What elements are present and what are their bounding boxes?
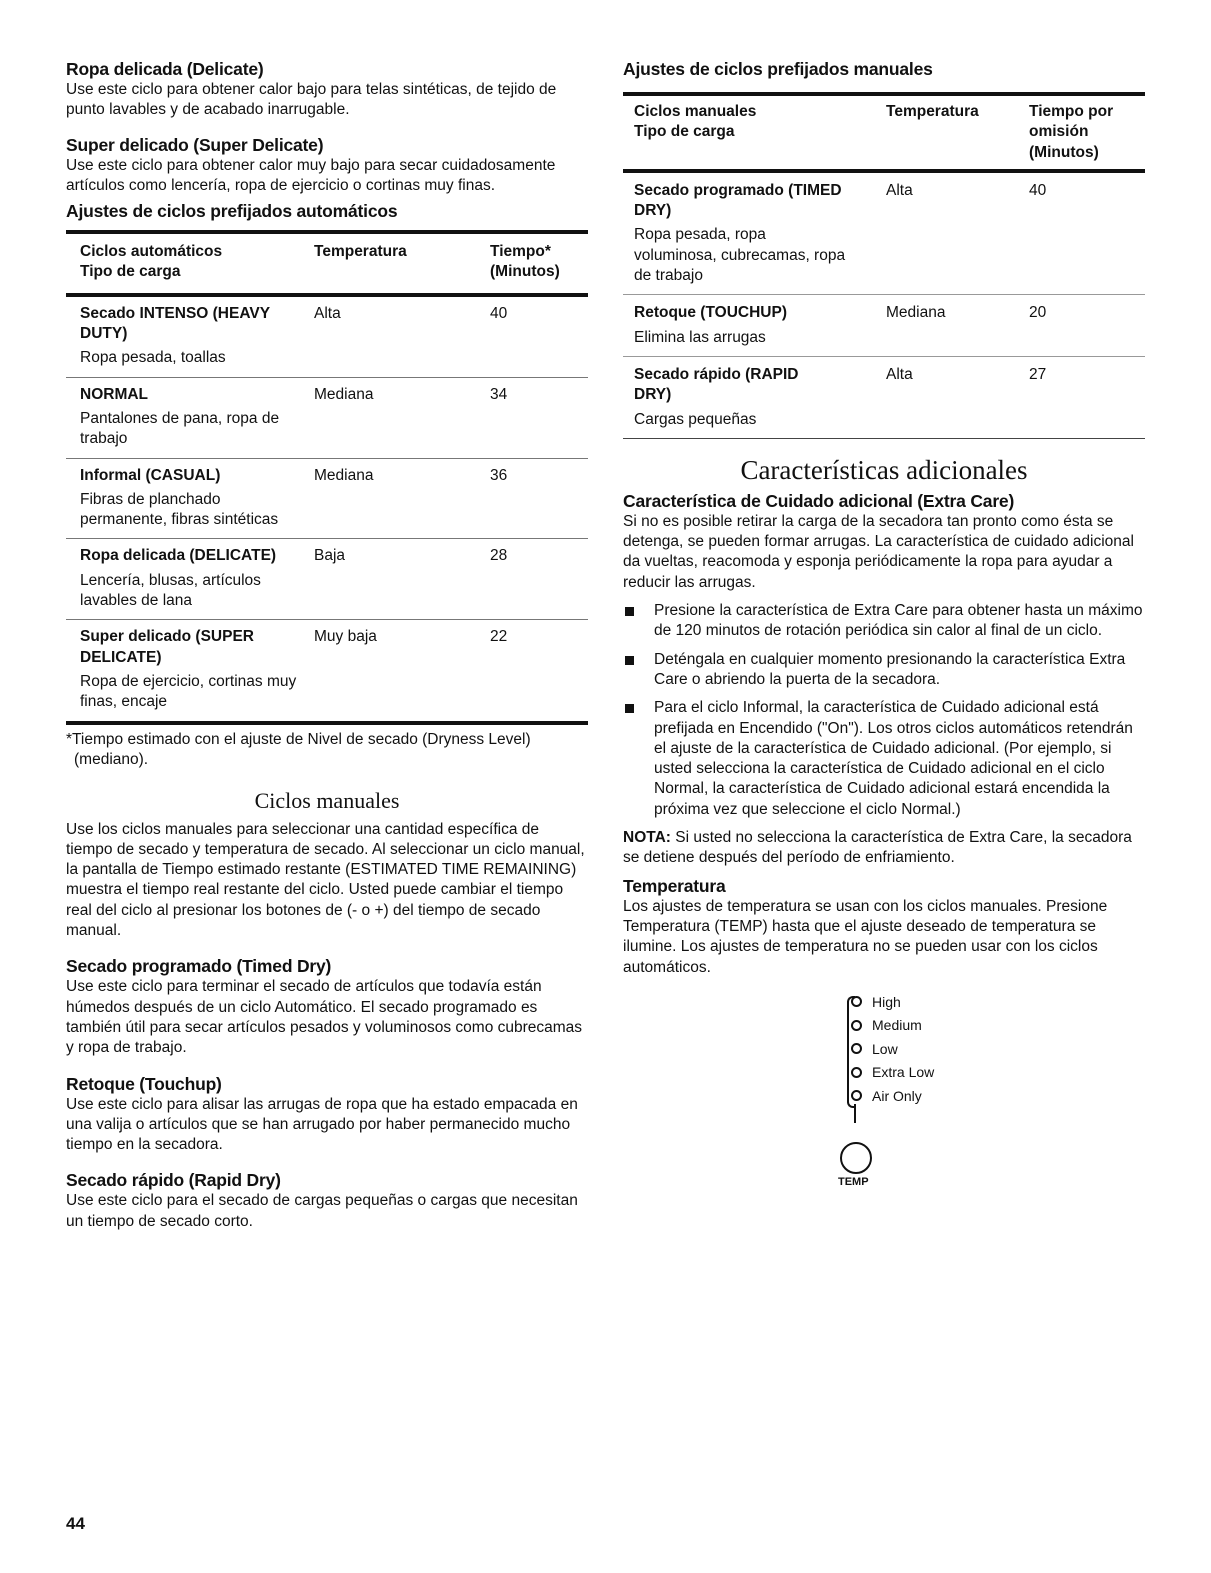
cycle-name: Secado programado (TIMED DRY) bbox=[634, 181, 842, 220]
cycle-time: 40 bbox=[1029, 181, 1047, 199]
cycle-time: 36 bbox=[490, 466, 508, 484]
table-row bbox=[623, 356, 1145, 438]
cycle-load: Elimina las arrugas bbox=[634, 328, 766, 346]
cycle-temp: Alta bbox=[314, 304, 341, 322]
indicator-light-icon bbox=[851, 1090, 862, 1101]
cycle-time: 40 bbox=[490, 304, 508, 322]
temp-option-extra-low: Extra Low bbox=[851, 1060, 934, 1084]
indicator-light-icon bbox=[851, 996, 862, 1007]
delicate-heading: Ropa delicada (Delicate) bbox=[66, 59, 264, 79]
right-column bbox=[623, 58, 1145, 1220]
manual-cycles-title: Ciclos manuales bbox=[254, 787, 400, 813]
timed-dry-text: Use este ciclo para terminar el secado de artículos que todavía están húmedos después de un ciclo Automático. El secado programado es también útil para secar artículos pesados y voluminosos como cubrecamas y ropa de trabajo. bbox=[66, 978, 583, 1057]
square-bullet-icon bbox=[625, 607, 634, 616]
cycle-time: 20 bbox=[1029, 304, 1047, 322]
cycle-load: Cargas pequeñas bbox=[634, 410, 757, 428]
extra-care-heading: Característica de Cuidado adicional (Extra Care) bbox=[623, 490, 1015, 511]
super-delicate-text: Use este ciclo para obtener calor muy bajo para secar cuidadosamente artículos como lencería, ropa de ejercicio o cortinas muy finas. bbox=[66, 156, 556, 194]
cycle-temp: Mediana bbox=[314, 385, 374, 403]
temp-option-medium: Medium bbox=[851, 1013, 934, 1037]
temp-button-label: TEMP bbox=[838, 1175, 869, 1188]
temperature-text: Los ajustes de temperatura se usan con los ciclos manuales. Presione Temperatura (TEMP) hasta que el ajuste deseado de temperatura se ilumine. Los ajustes de temperatura no se pueden usar con los ciclos automáticos. bbox=[623, 897, 1108, 976]
touchup-heading: Retoque (Touchup) bbox=[66, 1073, 222, 1094]
temperature-heading: Temperatura bbox=[623, 875, 726, 896]
indicator-light-icon bbox=[851, 1067, 862, 1078]
cycle-load: Ropa pesada, ropa voluminosa, cubrecamas, ropa de trabajo bbox=[634, 226, 846, 285]
list-item: Para el ciclo Informal, la característica de Cuidado adicional está prefijada en Encendido ("On"). Los otros ciclos automáticos retendrán el ajuste de la característica de Cuidado adicional. (Por ejemplo, si usted selecciona la característica de Cuidado adicional en el ciclo Normal, la característica de Cuidado adicional estará encendida la próxima vez que seleccione el ciclo Normal.) bbox=[623, 698, 1145, 820]
left-column bbox=[66, 58, 588, 1232]
header-cycle-type: Ciclos manuales Tipo de carga bbox=[634, 103, 757, 141]
temperature-control-illustration bbox=[623, 990, 1145, 1220]
cycle-temp: Baja bbox=[314, 547, 346, 565]
note-label: NOTA: bbox=[623, 829, 671, 847]
cycle-name: NORMAL bbox=[80, 385, 149, 403]
table-footnote: *Tiempo estimado con el ajuste de Nivel de secado (Dryness Level) (mediano). bbox=[66, 730, 531, 768]
cycle-name: Super delicado (SUPER DELICATE) bbox=[80, 628, 254, 666]
rapid-dry-heading: Secado rápido (Rapid Dry) bbox=[66, 1170, 281, 1191]
table-row bbox=[66, 377, 588, 458]
cycle-temp: Alta bbox=[886, 365, 913, 383]
cycle-name: Retoque (TOUCHUP) bbox=[634, 304, 787, 322]
table-header-row bbox=[66, 232, 588, 295]
cycle-temp: Muy baja bbox=[314, 628, 377, 646]
cycle-temp: Mediana bbox=[314, 466, 374, 484]
cycle-time: 34 bbox=[490, 385, 508, 403]
header-cycle-type: Ciclos automáticos Tipo de carga bbox=[80, 243, 223, 281]
auto-cycles-table bbox=[66, 230, 588, 724]
indicator-light-icon bbox=[851, 1020, 862, 1031]
delicate-text: Use este ciclo para obtener calor bajo para telas sintéticas, de tejido de punto lavables y de acabado inarrugable. bbox=[66, 81, 557, 119]
touchup-text: Use este ciclo para alisar las arrugas de ropa que ha estado empacada en una valija o artículos que se han arrugado por haber permanecido mucho tiempo en la secadora. bbox=[66, 1095, 578, 1154]
square-bullet-icon bbox=[625, 656, 634, 665]
cycle-load: Ropa de ejercicio, cortinas muy finas, encaje bbox=[80, 672, 297, 711]
timed-dry-heading: Secado programado (Timed Dry) bbox=[66, 956, 332, 977]
table-row bbox=[66, 458, 588, 539]
extra-care-list bbox=[623, 601, 1145, 820]
table-row bbox=[623, 171, 1145, 295]
table-header-row bbox=[623, 94, 1145, 171]
cycle-load: Fibras de planchado permanente, fibras sintéticas bbox=[80, 490, 279, 529]
temp-option-high: High bbox=[851, 990, 934, 1014]
cycle-time: 28 bbox=[490, 547, 508, 565]
note-text: Si usted no selecciona la característica de Extra Care, la secadora se detiene después del período de enfriamiento. bbox=[623, 829, 1132, 867]
table-row bbox=[66, 620, 588, 723]
cycle-time: 27 bbox=[1029, 365, 1047, 383]
manual-cycles-text: Use los ciclos manuales para seleccionar una cantidad específica de tiempo de secado y temperatura de secado. Al seleccionar un ciclo manual, la pantalla de Tiempo estimado restante (ESTIMATED TIME REMAINING) muestra el tiempo real restante del ciclo. Usted puede cambiar el tiempo real del ciclo al presionar los botones de (- o +) del tiempo de secado manual. bbox=[66, 820, 585, 940]
note-paragraph bbox=[623, 828, 1145, 869]
temp-option-air-only: Air Only bbox=[851, 1084, 934, 1108]
header-time: Tiempo* (Minutos) bbox=[490, 243, 560, 281]
header-temperature: Temperatura bbox=[886, 103, 979, 120]
table-row bbox=[66, 295, 588, 377]
indicator-light-icon bbox=[851, 1043, 862, 1054]
temperature-options bbox=[851, 990, 934, 1108]
cycle-load: Lencería, blusas, artículos lavables de lana bbox=[80, 571, 261, 610]
temp-option-low: Low bbox=[851, 1037, 934, 1061]
list-item: Presione la característica de Extra Care para obtener hasta un máximo de 120 minutos de rotación periódica sin calor al final de un ciclo. bbox=[623, 601, 1145, 642]
super-delicate-heading: Super delicado (Super Delicate) bbox=[66, 134, 324, 155]
list-item: Deténgala en cualquier momento presionando la característica Extra Care o abriendo la puerta de la secadora. bbox=[623, 650, 1145, 691]
cycle-temp: Alta bbox=[886, 181, 913, 199]
cycle-name: Informal (CASUAL) bbox=[80, 466, 221, 484]
table-row bbox=[66, 539, 588, 620]
square-bullet-icon bbox=[625, 704, 634, 713]
cycle-time: 22 bbox=[490, 628, 508, 646]
cycle-load: Pantalones de pana, ropa de trabajo bbox=[80, 409, 280, 448]
temp-button-icon bbox=[840, 1142, 872, 1174]
auto-table-heading: Ajustes de ciclos prefijados automáticos bbox=[66, 201, 398, 222]
additional-features-title: Características adicionales bbox=[740, 454, 1028, 485]
rapid-dry-text: Use este ciclo para el secado de cargas pequeñas o cargas que necesitan un tiempo de secado corto. bbox=[66, 1192, 578, 1230]
page-number: 44 bbox=[66, 1514, 85, 1533]
manual-table-heading: Ajustes de ciclos prefijados manuales bbox=[623, 59, 933, 79]
cycle-name: Secado rápido (RAPID DRY) bbox=[634, 365, 799, 404]
table-row bbox=[623, 295, 1145, 357]
header-temperature: Temperatura bbox=[314, 243, 407, 261]
cycle-load: Ropa pesada, toallas bbox=[80, 349, 226, 367]
cycle-name: Ropa delicada (DELICATE) bbox=[80, 547, 277, 565]
extra-care-text: Si no es posible retirar la carga de la secadora tan pronto como ésta se detenga, se pueden formar arrugas. La característica de cuidado adicional da vueltas, reacomoda y esponja periódicamente la ropa para ayudar a reducir las arrugas. bbox=[623, 512, 1134, 591]
header-time: Tiempo por omisión (Minutos) bbox=[1029, 103, 1114, 161]
manual-cycles-table bbox=[623, 92, 1145, 439]
cycle-temp: Mediana bbox=[886, 304, 946, 322]
cycle-name: Secado INTENSO (HEAVY DUTY) bbox=[80, 304, 270, 343]
